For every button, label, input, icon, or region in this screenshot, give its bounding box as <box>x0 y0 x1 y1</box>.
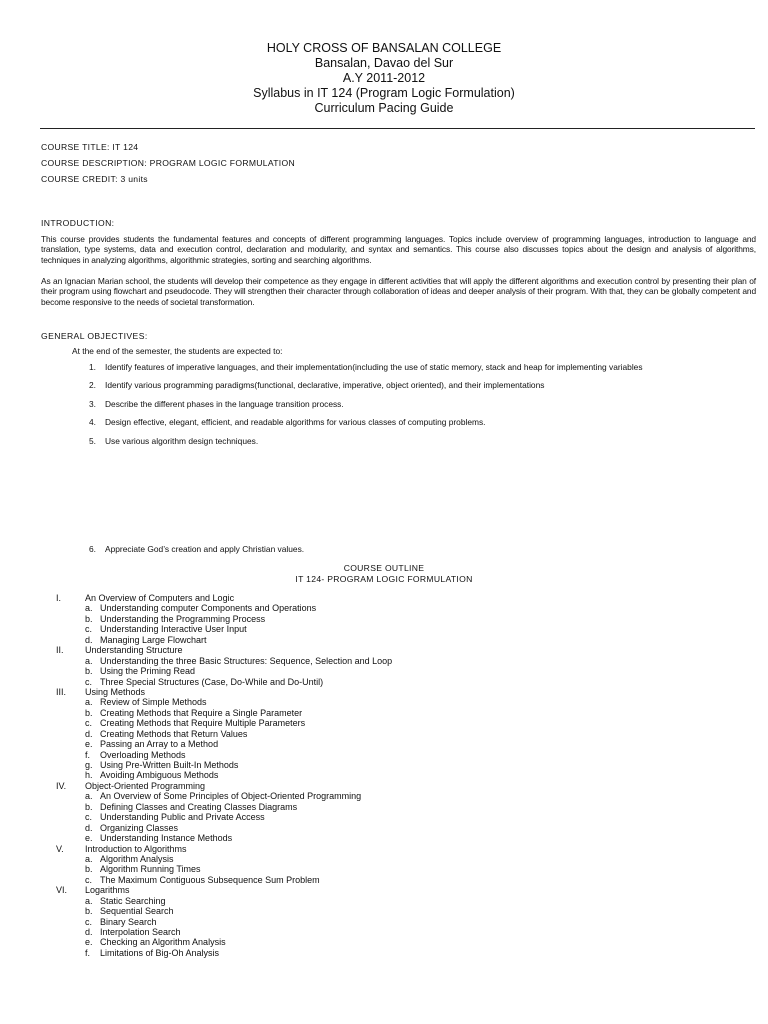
topic-letter: a. <box>85 853 93 864</box>
outline-topic <box>56 917 392 927</box>
topic-text: Three Special Structures (Case, Do-While and Do-Until) <box>100 676 324 687</box>
objective-text: Appreciate God’s creation and apply Christian values. <box>105 544 305 554</box>
topic-letter: c. <box>85 812 93 823</box>
topic-letter: b. <box>85 666 93 677</box>
objective-text: Design effective, elegant, efficient, and readable algorithms for various classes of computing problems. <box>105 417 486 427</box>
topic-text: Understanding Interactive User Input <box>100 624 247 635</box>
objective-item <box>89 399 344 409</box>
topic-letter: b. <box>85 801 93 812</box>
topic-text: Managing Large Flowchart <box>100 634 207 645</box>
topic-letter: d. <box>85 927 93 937</box>
outline-topic <box>56 697 392 707</box>
topic-text: Understanding computer Components and Operations <box>100 603 317 614</box>
outline-topic <box>56 624 392 634</box>
unit-title: An Overview of Computers and Logic <box>85 593 235 603</box>
unit-numeral: V. <box>56 843 64 854</box>
outline-topic <box>56 906 392 916</box>
topic-text: Review of Simple Methods <box>100 697 207 708</box>
topic-text: Using Pre-Written Built-In Methods <box>100 760 239 770</box>
topic-letter: c. <box>85 676 93 687</box>
outline-topic <box>56 854 392 864</box>
outline-topic <box>56 927 392 937</box>
topic-text: Checking an Algorithm Analysis <box>100 937 226 948</box>
objective-item <box>89 362 643 372</box>
unit-numeral: II. <box>56 645 64 656</box>
outline-topic <box>56 802 392 812</box>
objective-number: 5. <box>89 436 96 446</box>
outline-topic <box>56 635 392 645</box>
outline-subtitle: IT 124- PROGRAM LOGIC FORMULATION <box>295 573 473 584</box>
topic-letter: d. <box>85 728 93 739</box>
outline-topic <box>56 937 392 947</box>
objective-text: Identify various programming paradigms(functional, declarative, imperative, object oriented), and their implementations <box>105 380 545 390</box>
topic-letter: g. <box>85 760 93 770</box>
objectives-lead: At the end of the semester, the students are expected to: <box>72 346 283 356</box>
outline-topic <box>56 718 392 728</box>
unit-numeral: III. <box>56 686 67 697</box>
school-address: Bansalan, Davao del Sur <box>314 56 454 70</box>
topic-text: Using the Priming Read <box>100 666 196 677</box>
outline-topic <box>56 708 392 718</box>
outline-unit <box>56 781 392 791</box>
objective-number: 3. <box>89 399 96 409</box>
introduction-paragraph-1: This course provides students the fundamental features and concepts of different programming languages. Topics include overview of programming languages, introduction to language and translation, type systems, data and execution control, declaration and modularity, and syntax and semantics. This course also discusses topics about the design and analysis of algorithms, techniques in analyzing algorithms, algorithmic strategies, sorting and searching algorithms. <box>41 234 756 265</box>
topic-text: Understanding Public and Private Access <box>100 812 265 823</box>
topic-text: Creating Methods that Return Values <box>100 728 248 739</box>
topic-letter: d. <box>85 634 93 645</box>
topic-text: Sequential Search <box>100 906 174 917</box>
topic-text: Creating Methods that Require a Single Parameter <box>100 707 303 718</box>
outline-topic <box>56 948 392 958</box>
topic-letter: a. <box>85 697 93 708</box>
topic-letter: b. <box>85 613 93 624</box>
topic-letter: f. <box>85 749 91 760</box>
outline-topic <box>56 791 392 801</box>
topic-text: Understanding Instance Methods <box>100 833 233 844</box>
topic-text: Interpolation Search <box>100 927 181 937</box>
outline-unit <box>56 593 392 603</box>
topic-text: Algorithm Analysis <box>100 853 174 864</box>
guide-title: Curriculum Pacing Guide <box>314 101 454 115</box>
topic-text: Understanding the three Basic Structures: Sequence, Selection and Loop <box>100 655 393 666</box>
topic-letter: f. <box>85 947 91 958</box>
unit-title: Object-Oriented Programming <box>85 780 206 791</box>
topic-letter: a. <box>85 655 93 666</box>
outline-title: COURSE OUTLINE <box>343 563 425 573</box>
outline-unit <box>56 885 392 895</box>
outline-topic <box>56 614 392 624</box>
outline-topic <box>56 729 392 739</box>
topic-letter: c. <box>85 624 93 635</box>
introduction-label: INTRODUCTION: <box>41 218 115 228</box>
topic-letter: a. <box>85 603 93 614</box>
topic-text: Understanding the Programming Process <box>100 613 266 624</box>
objective-item <box>89 380 544 390</box>
outline-topic <box>56 896 392 906</box>
outline-topic <box>56 823 392 833</box>
course-outline-heading <box>0 563 768 584</box>
outline-topic <box>56 739 392 749</box>
topic-text: The Maximum Contiguous Subsequence Sum Problem <box>100 874 320 885</box>
unit-title: Introduction to Algorithms <box>85 843 187 854</box>
topic-letter: d. <box>85 822 93 833</box>
unit-numeral: VI. <box>56 885 68 896</box>
topic-letter: c. <box>85 718 93 729</box>
topic-text: Static Searching <box>100 895 166 906</box>
outline-topic <box>56 677 392 687</box>
header-divider <box>40 128 755 129</box>
outline-topic <box>56 864 392 874</box>
topic-letter: e. <box>85 937 93 948</box>
topic-text: Creating Methods that Require Multiple Parameters <box>100 718 306 729</box>
topic-letter: c. <box>85 874 93 885</box>
topic-text: Binary Search <box>100 916 157 927</box>
outline-topic <box>56 603 392 613</box>
course-credit: COURSE CREDIT: 3 units <box>41 174 148 184</box>
document-header <box>0 41 768 116</box>
topic-letter: c. <box>85 916 93 927</box>
unit-numeral: IV. <box>56 780 67 791</box>
outline-unit <box>56 844 392 854</box>
objective-number: 6. <box>89 544 96 554</box>
course-title: COURSE TITLE: IT 124 <box>41 142 139 152</box>
objective-text: Use various algorithm design techniques. <box>105 436 259 446</box>
outline-unit <box>56 645 392 655</box>
topic-text: Passing an Array to a Method <box>100 739 219 750</box>
topic-letter: b. <box>85 864 93 875</box>
academic-year: A.Y 2011-2012 <box>342 71 426 85</box>
outline-topic <box>56 833 392 843</box>
outline-topic <box>56 812 392 822</box>
introduction-paragraph-2: As an Ignacian Marian school, the students will develop their competence as they engage in different activities that will apply the different algorithms and execution control by presenting their plan of their program using flowchart and pseudocode. They will strengthen their character through collaboration of ideas and deeper analysis of their program. With that, they can be globally competent and become responsive to the needs of societal transformation. <box>41 276 756 307</box>
topic-letter: e. <box>85 739 93 750</box>
topic-letter: a. <box>85 895 93 906</box>
objective-number: 4. <box>89 417 96 427</box>
outline-topic <box>56 875 392 885</box>
course-description: COURSE DESCRIPTION: PROGRAM LOGIC FORMULATION <box>41 158 295 168</box>
topic-letter: b. <box>85 707 93 718</box>
topic-letter: h. <box>85 770 93 781</box>
outline-unit <box>56 687 392 697</box>
topic-letter: e. <box>85 833 93 844</box>
unit-numeral: I. <box>56 593 62 603</box>
topic-text: Organizing Classes <box>100 822 179 833</box>
outline-topic <box>56 666 392 676</box>
topic-text: Avoiding Ambiguous Methods <box>100 770 219 781</box>
course-info <box>41 139 295 187</box>
objective-text: Describe the different phases in the language transition process. <box>105 399 344 409</box>
outline-topic <box>56 770 392 780</box>
syllabus-title: Syllabus in IT 124 (Program Logic Formulation) <box>253 86 515 100</box>
objective-number: 1. <box>89 362 96 372</box>
outline-topic <box>56 656 392 666</box>
topic-letter: a. <box>85 791 93 802</box>
objective-item <box>89 436 258 446</box>
school-name: HOLY CROSS OF BANSALAN COLLEGE <box>266 41 502 55</box>
outline-topic <box>56 760 392 770</box>
unit-title: Using Methods <box>85 686 146 697</box>
objective-number: 2. <box>89 380 96 390</box>
unit-title: Logarithms <box>85 885 130 896</box>
topic-text: Limitations of Big-Oh Analysis <box>100 947 220 958</box>
topic-letter: b. <box>85 906 93 917</box>
objectives-label: GENERAL OBJECTIVES: <box>41 331 148 341</box>
outline-topic <box>56 750 392 760</box>
objective-item <box>89 417 486 427</box>
topic-text: Algorithm Running Times <box>100 864 201 875</box>
topic-text: An Overview of Some Principles of Object-Oriented Programming <box>100 791 362 802</box>
topic-text: Overloading Methods <box>100 749 186 760</box>
course-outline-list <box>56 593 392 958</box>
topic-text: Defining Classes and Creating Classes Diagrams <box>100 801 298 812</box>
objective-item <box>89 544 304 554</box>
unit-title: Understanding Structure <box>85 645 183 656</box>
objective-text: Identify features of imperative languages, and their implementation(including the use of static memory, stack and heap for implementing variables <box>105 362 643 372</box>
